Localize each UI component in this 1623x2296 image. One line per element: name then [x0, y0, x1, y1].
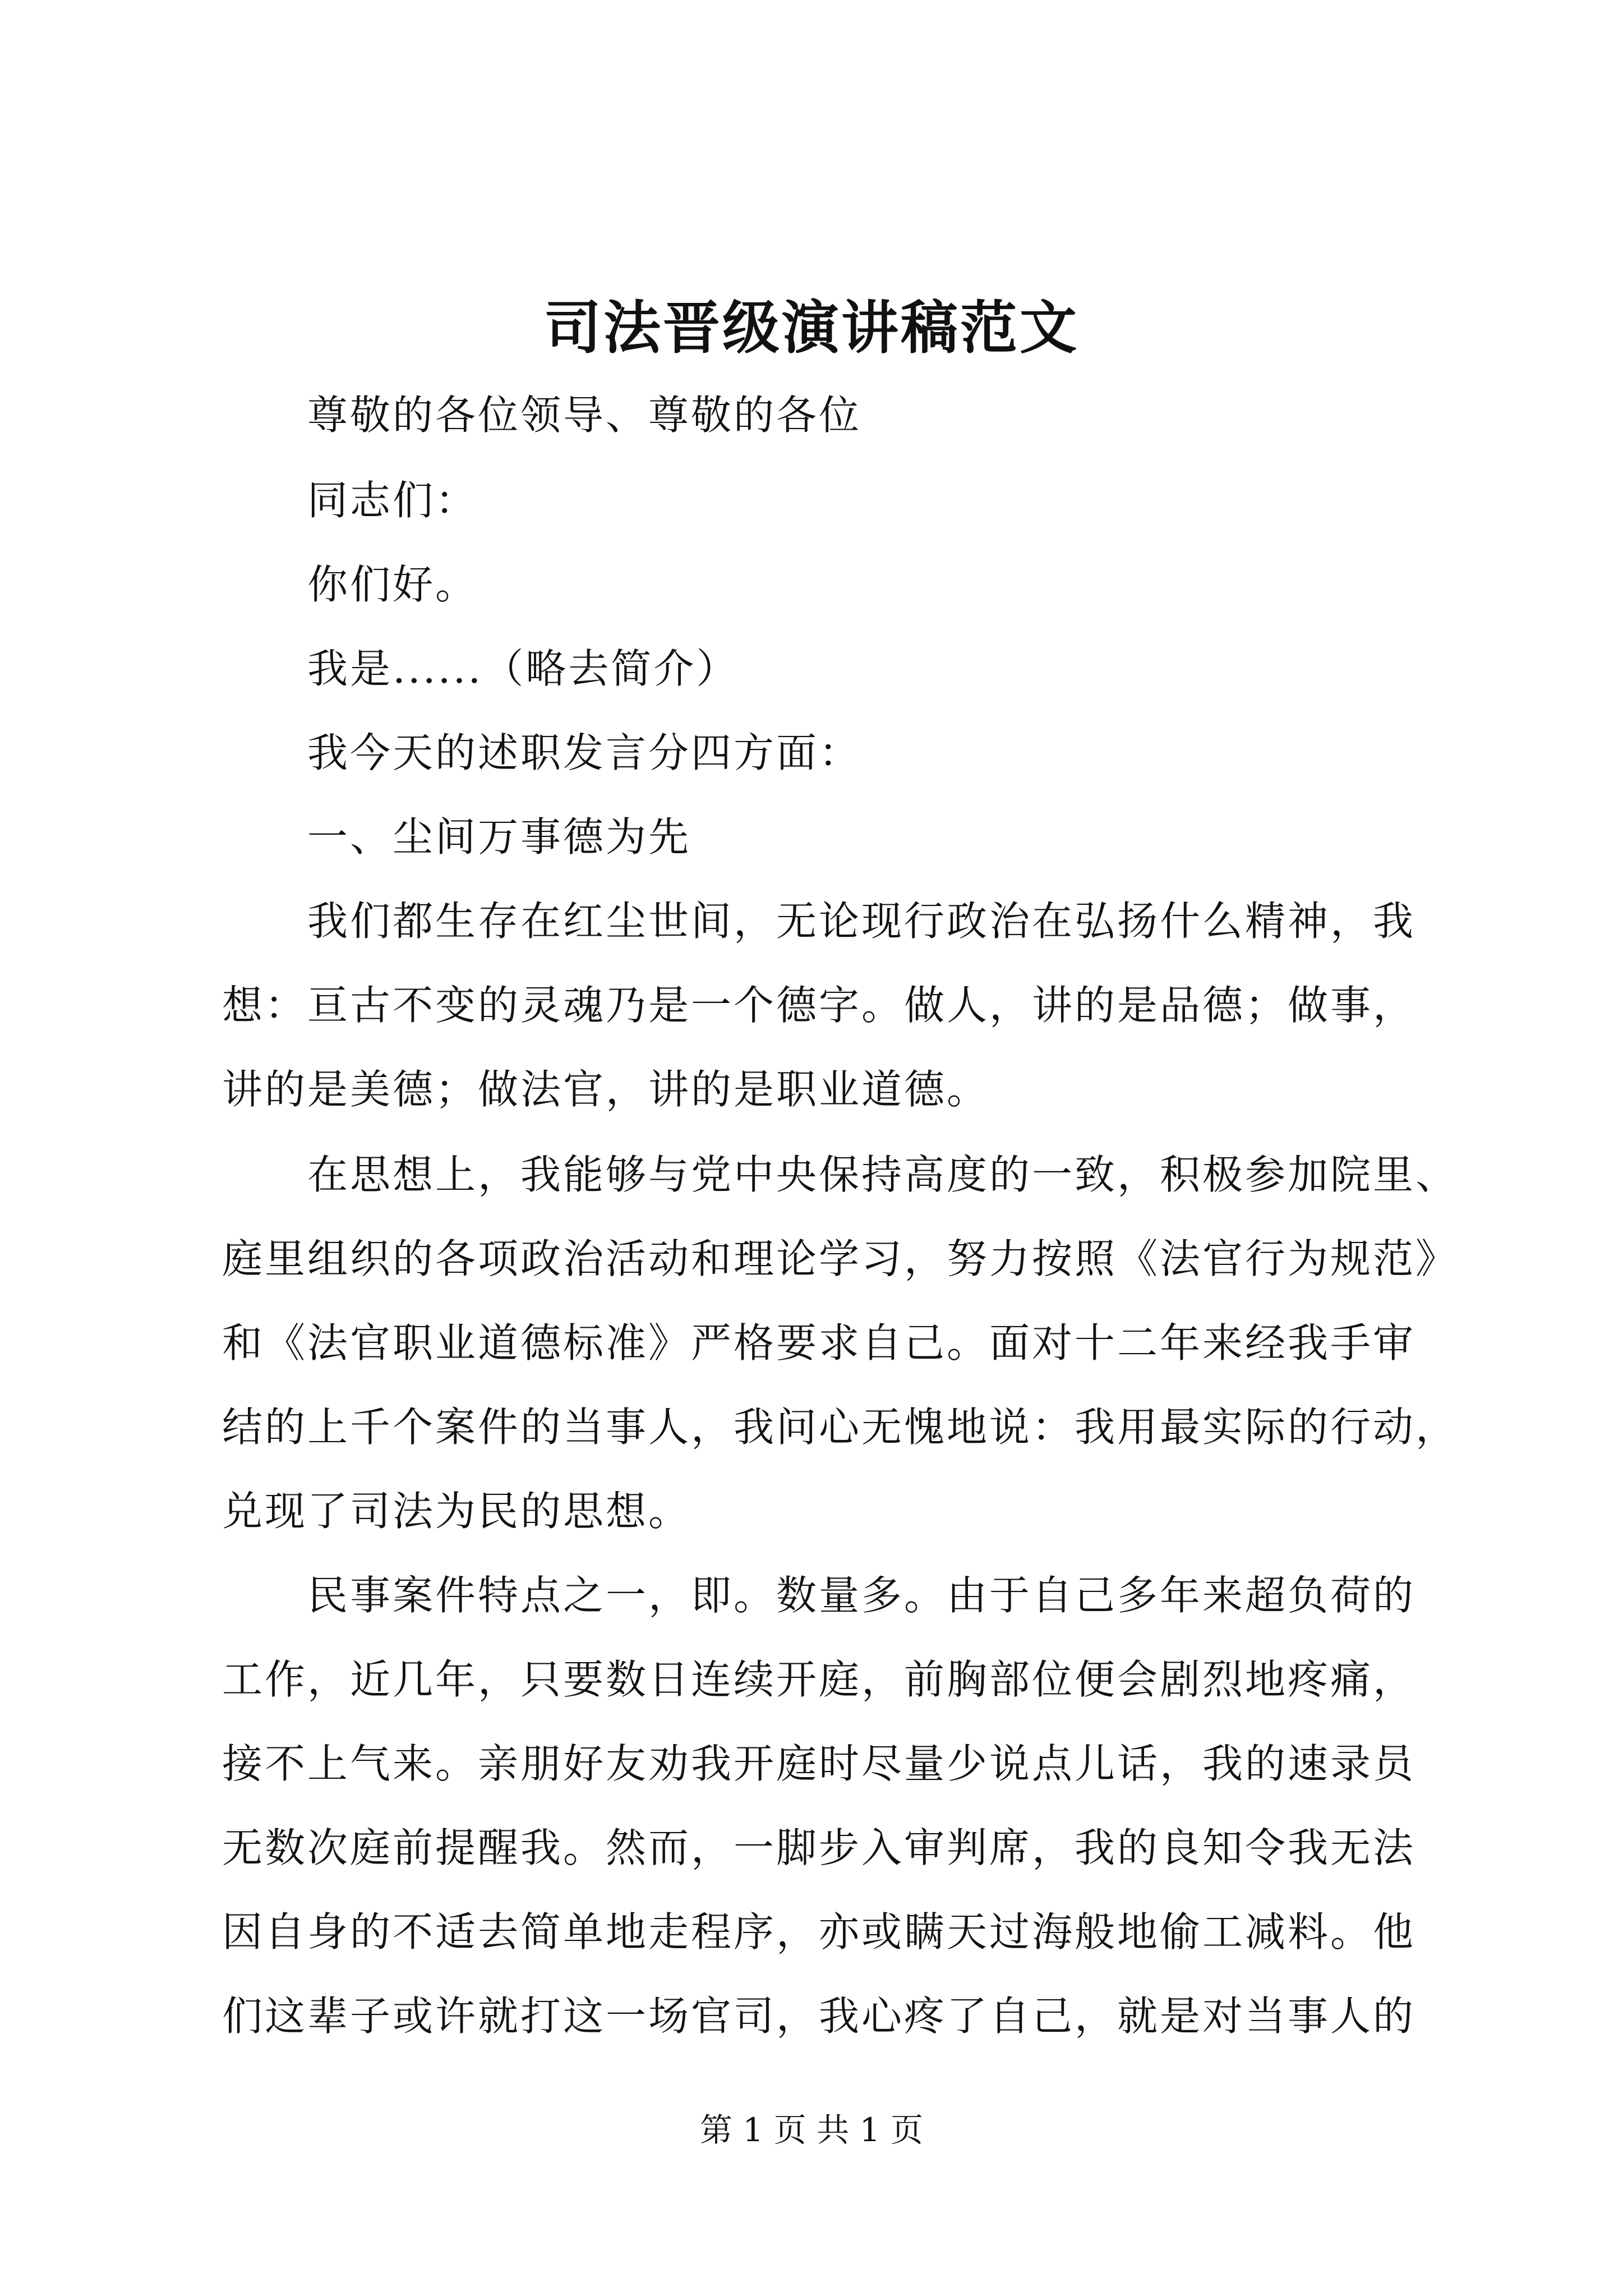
text-line: 你们好。: [307, 561, 478, 608]
text-line: 民事案件特点之一，即。数量多。由于自己多年来超负荷的: [307, 1572, 1416, 1619]
text-line: 无数次庭前提醒我。然而，一脚步入审判席，我的良知令我无法: [222, 1824, 1416, 1871]
text-line: 因自身的不适去简单地走程序，亦或瞒天过海般地偷工减料。他: [222, 1908, 1416, 1955]
text-line: 庭里组织的各项政治活动和理论学习，努力按照《法官行为规范》: [222, 1235, 1459, 1282]
section-heading: 一、尘间万事德为先: [307, 813, 691, 861]
document-title: 司法晋级演讲稿范文: [544, 295, 1079, 362]
page-number: 第 1 页 共 1 页: [700, 2111, 923, 2149]
text-line: 们这辈子或许就打这一场官司，我心疼了自己，就是对当事人的: [222, 1993, 1416, 2040]
text-line: 兑现了司法为民的思想。: [222, 1488, 691, 1535]
text-line: 结的上千个案件的当事人，我问心无愧地说：我用最实际的行动，: [222, 1404, 1459, 1451]
text-line: 讲的是美德；做法官，讲的是职业道德。: [222, 1066, 990, 1113]
text-line: 同志们：: [307, 477, 478, 524]
text-line: 我们都生存在红尘世间，无论现行政治在弘扬什么精神，我: [307, 898, 1416, 945]
text-line: 工作，近几年，只要数日连续开庭，前胸部位便会剧烈地疼痛，: [222, 1656, 1416, 1703]
text-line: 接不上气来。亲朋好友劝我开庭时尽量少说点儿话，我的速录员: [222, 1740, 1416, 1787]
text-line: 在思想上，我能够与党中央保持高度的一致，积极参加院里、: [307, 1151, 1459, 1198]
text-line: 想：亘古不变的灵魂乃是一个德字。做人，讲的是品德；做事，: [222, 982, 1416, 1029]
text-line: 我今天的述职发言分四方面：: [307, 729, 862, 776]
text-line: 我是......（略去简介）: [307, 645, 739, 692]
text-line: 和《法官职业道德标准》严格要求自己。面对十二年来经我手审: [222, 1319, 1416, 1366]
text-line: 尊敬的各位领导、尊敬的各位: [307, 392, 862, 439]
